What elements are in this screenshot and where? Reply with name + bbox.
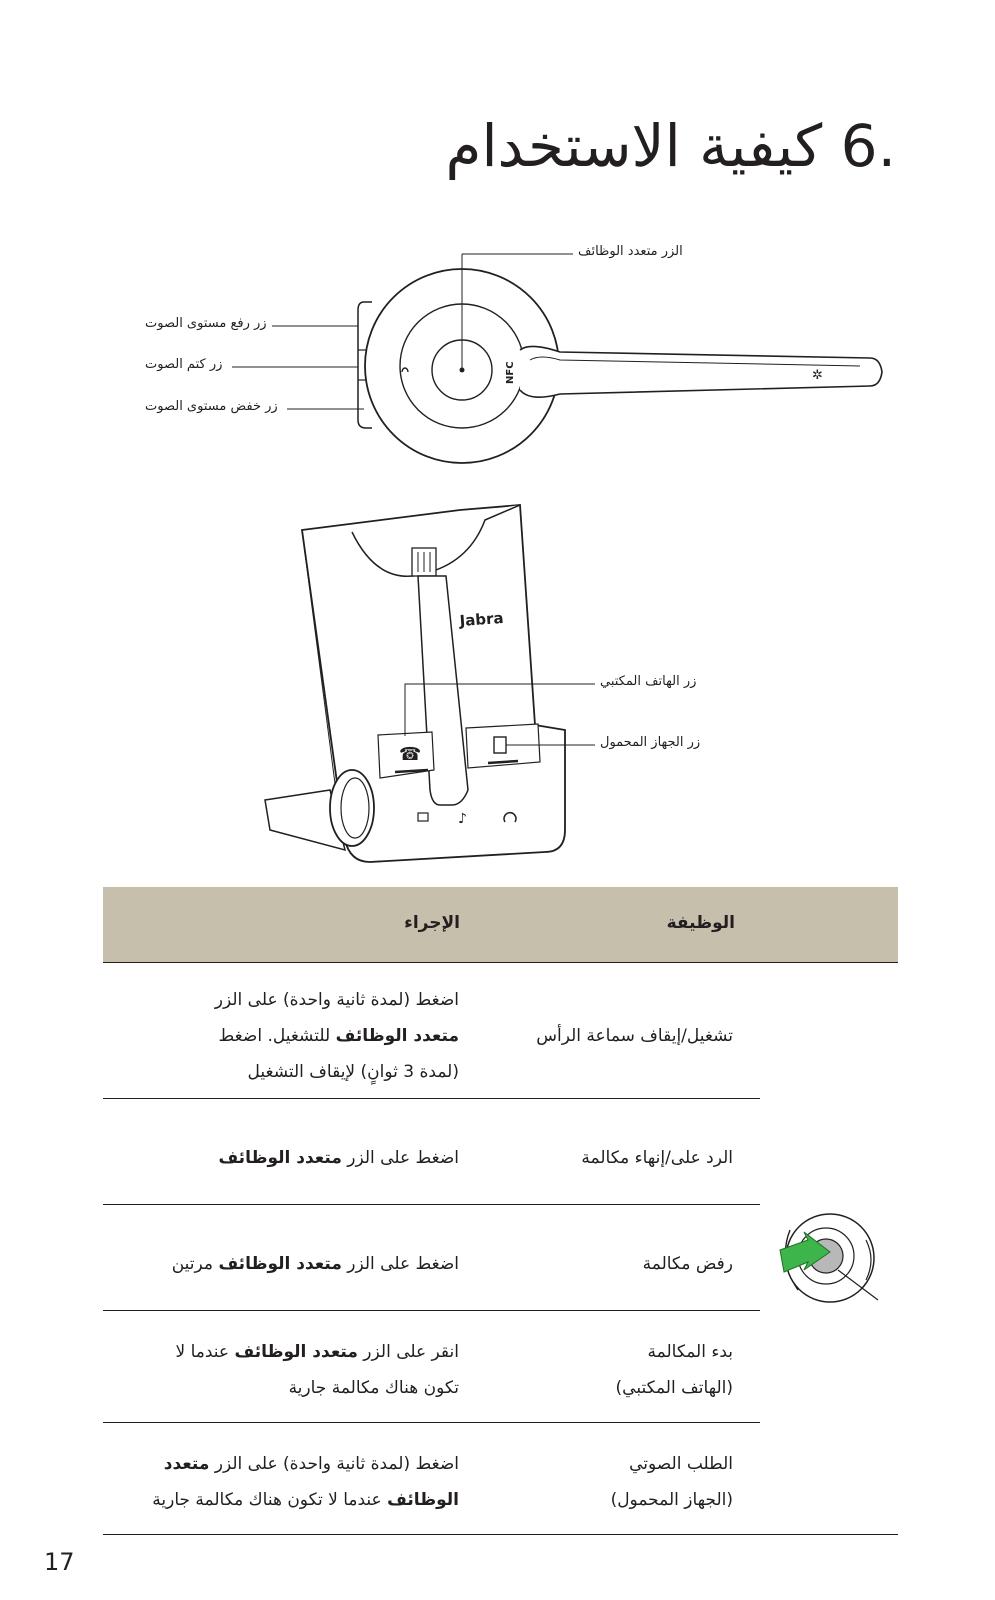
callout-desk-phone: زر الهاتف المكتبي (600, 674, 697, 689)
action-line: انقر على الزر متعدد الوظائف عندما لا (175, 1342, 459, 1362)
action-line: اضغط على الزر متعدد الوظائف مرتين (171, 1254, 459, 1274)
base-illustration (0, 495, 995, 870)
table-bottom-border (103, 1534, 898, 1535)
action-cell (99, 1140, 459, 1176)
row-divider (103, 1204, 760, 1205)
action-line: اضغط (لمدة ثانية واحدة) على الزر (214, 990, 459, 1010)
desk-phone-icon: ☎ (399, 744, 422, 765)
action-line: متعدد الوظائف للتشغيل. اضغط (218, 1026, 459, 1046)
row-divider (103, 1310, 760, 1311)
function-cell: تشغيل/إيقاف سماعة الرأس (536, 1026, 733, 1046)
action-line: (لمدة 3 ثوانٍ) لإيقاف التشغيل (247, 1062, 459, 1082)
row-divider (103, 1098, 760, 1099)
page-number: 17 (44, 1548, 75, 1576)
header-function: الوظيفة (666, 913, 735, 933)
callout-mute: زر كتم الصوت (145, 357, 223, 372)
press-button-illustration (768, 1200, 898, 1310)
action-cell (99, 1246, 459, 1282)
svg-text:♪: ♪ (458, 811, 467, 827)
action-cell (99, 1446, 459, 1518)
function-cell: بدء المكالمة (الهاتف المكتبي) (615, 1342, 733, 1398)
callout-mobile: زر الجهاز المحمول (600, 735, 701, 750)
base-brand: Jabra (459, 608, 505, 630)
function-cell: الطلب الصوتي (الجهاز المحمول) (610, 1454, 733, 1510)
callout-volume-up: زر رفع مستوى الصوت (145, 316, 267, 331)
function-cell: رفض مكالمة (642, 1254, 733, 1274)
row-divider (103, 1422, 760, 1423)
action-line: اضغط على الزر متعدد الوظائف (218, 1148, 459, 1168)
action-cell (99, 1334, 459, 1406)
function-cell: الرد على/إنهاء مكالمة (581, 1148, 733, 1168)
action-line: اضغط (لمدة ثانية واحدة) على الزر متعدد (163, 1454, 459, 1474)
page-title: .6 كيفية الاستخدام (445, 112, 896, 180)
header-action: الإجراء (404, 913, 460, 933)
callout-multi-function: الزر متعدد الوظائف (578, 244, 683, 259)
mobile-icon (494, 737, 506, 753)
action-cell (99, 982, 459, 1090)
action-line: تكون هناك مكالمة جارية (288, 1378, 459, 1398)
svg-text:✲: ✲ (812, 368, 823, 383)
table-header (103, 887, 898, 963)
callout-volume-down: زر خفض مستوى الصوت (145, 399, 278, 414)
action-line: الوظائف عندما لا تكون هناك مكالمة جارية (152, 1490, 459, 1510)
nfc-label: NFC (505, 361, 516, 384)
